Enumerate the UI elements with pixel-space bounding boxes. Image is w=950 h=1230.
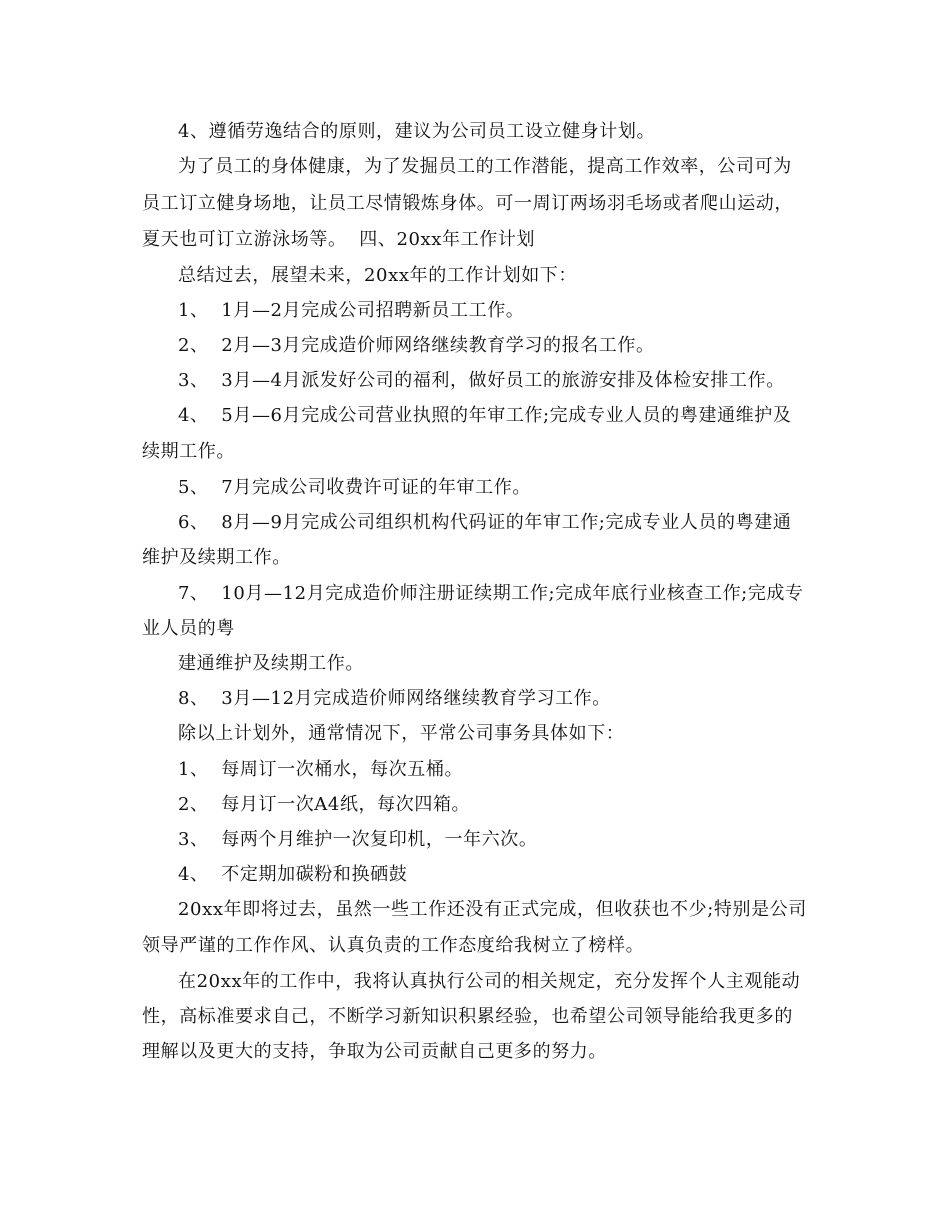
text-line: 理解以及更大的支持，争取为公司贡献自己更多的努力。	[142, 1041, 607, 1062]
text-line: 5、 7月完成公司收费许可证的年审工作。	[178, 477, 531, 498]
text-line: 6、 8月—9月完成公司组织机构代码证的年审工作;完成专业人员的粤建通	[178, 512, 792, 533]
text-line: 3、 每两个月维护一次复印机，一年六次。	[178, 829, 538, 850]
text-line: 2、 2月—3月完成造价师网络继续教育学习的报名工作。	[178, 335, 655, 356]
text-line: 员工订立健身场地，让员工尽情锻炼身体。可一周订两场羽毛场或者爬山运动，	[142, 193, 793, 214]
text-line: 4、 不定期加碳粉和换硒鼓	[178, 864, 408, 885]
text-line: 续期工作。	[142, 441, 235, 462]
text-line: 3、 3月—4月派发好公司的福利，做好员工的旅游安排及体检安排工作。	[178, 370, 785, 391]
text-line: 业人员的粤	[142, 618, 235, 639]
text-line: 领导严谨的工作作风、认真负责的工作态度给我树立了榜样。	[142, 935, 645, 956]
text-line: 1、 每周订一次桶水，每次五桶。	[178, 759, 464, 780]
text-line: 除以上计划外，通常情况下，平常公司事务具体如下：	[178, 723, 625, 744]
text-line: 在20xx年的工作中，我将认真执行公司的相关规定，充分发挥个人主观能动	[178, 971, 801, 992]
text-line: 夏天也可订立游泳场等。 四、20xx年工作计划	[142, 229, 536, 250]
text-line: 4、遵循劳逸结合的原则，建议为公司员工设立健身计划。	[178, 121, 656, 142]
text-line: 建通维护及续期工作。	[178, 653, 364, 674]
text-line: 总结过去，展望未来，20xx年的工作计划如下：	[178, 265, 578, 286]
text-line: 维护及续期工作。	[142, 547, 291, 568]
text-line: 20xx年即将过去，虽然一些工作还没有正式完成，但收获也不少;特别是公司	[178, 899, 807, 920]
text-line: 2、 每月订一次A4纸，每次四箱。	[178, 794, 471, 815]
text-line: 为了员工的身体健康，为了发掘员工的工作潜能，提高工作效率，公司可为	[178, 156, 792, 177]
text-line: 8、 3月—12月完成造价师网络继续教育学习工作。	[178, 688, 611, 709]
text-line: 1、 1月—2月完成公司招聘新员工工作。	[178, 300, 525, 321]
text-line: 性，高标准要求自己，不断学习新知识积累经验，也希望公司领导能给我更多的	[142, 1006, 793, 1027]
text-line: 4、 5月—6月完成公司营业执照的年审工作;完成专业人员的粤建通维护及	[178, 405, 792, 426]
text-line: 7、 10月—12月完成造价师注册证续期工作;完成年底行业核查工作;完成专	[178, 583, 804, 604]
